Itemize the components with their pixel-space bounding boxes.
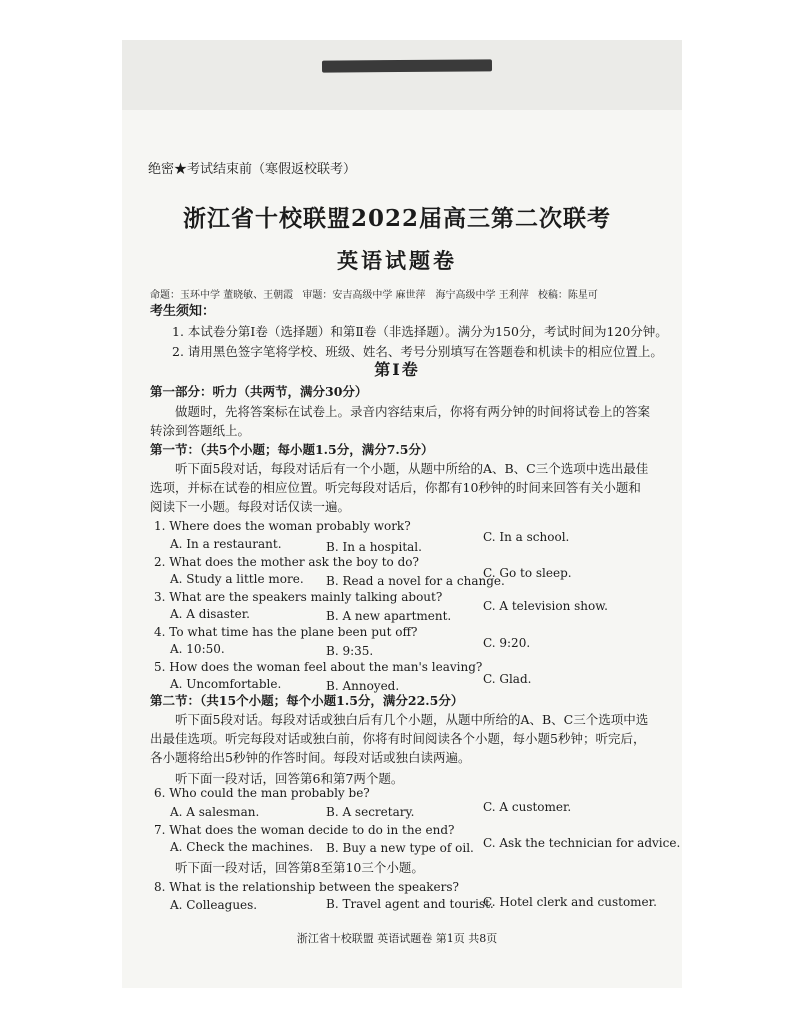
option-c: C. 9:20. bbox=[483, 636, 531, 650]
section2-instruction: 听下面5段对话。每段对话或独白后有几个小题，从题中所给的A、B、C三个选项中选出最佳选项。听完每段对话或独白前，你将有时间阅读各个小题，每小题5秒钟；听完后，各小题将给出5秒钟的作答时间。每段对话或独白读两遍。 bbox=[150, 712, 649, 765]
option-b: B. Travel agent and tourist. bbox=[326, 897, 494, 911]
credits-reviewers: 审题：安吉高级中学 麻世萍 海宁高级中学 王利萍 bbox=[302, 290, 529, 301]
credits-authors: 命题：玉环中学 董晓敏、王朝霞 bbox=[150, 290, 294, 301]
binder-clip bbox=[322, 59, 492, 72]
option-a: A. A salesman. bbox=[170, 805, 260, 819]
section2-lead: 听下面一段对话，回答第8至第10三个小题。 bbox=[175, 860, 424, 875]
option-a: A. 10:50. bbox=[170, 642, 225, 656]
question-stem: 8. What is the relationship between the speakers? bbox=[154, 880, 459, 894]
option-b: B. A secretary. bbox=[326, 805, 415, 819]
option-c: C. A customer. bbox=[483, 800, 572, 814]
option-c: C. In a school. bbox=[483, 530, 570, 544]
option-b: B. Annoyed. bbox=[326, 679, 400, 693]
option-c: C. Hotel clerk and customer. bbox=[483, 895, 657, 909]
question-stem: 1. Where does the woman probably work? bbox=[154, 519, 411, 533]
option-b: B. 9:35. bbox=[326, 644, 374, 658]
option-b: B. Read a novel for a change. bbox=[326, 574, 505, 588]
option-b: B. A new apartment. bbox=[326, 609, 452, 623]
notice-item: 1. 本试卷分第Ⅰ卷（选择题）和第Ⅱ卷（非选择题）。满分为150分，考试时间为120分钟。 bbox=[172, 324, 668, 339]
option-a: A. Study a little more. bbox=[170, 572, 304, 586]
credits-proofreader: 校稿：陈星可 bbox=[537, 290, 598, 301]
option-c: C. Glad. bbox=[483, 672, 532, 686]
question-stem: 7. What does the woman decide to do in the end? bbox=[154, 823, 455, 837]
notice-heading: 考生须知： bbox=[150, 304, 216, 319]
exam-title: 浙江省十校联盟2022届高三第二次联考 bbox=[182, 205, 611, 232]
section1-instruction: 听下面5段对话，每段对话后有一个小题，从题中所给的A、B、C三个选项中选出最佳选项，并标在试卷的相应位置。听完每段对话后，你都有10秒钟的时间来回答有关小题和阅读下一小题。每段对话仅读一遍。 bbox=[150, 461, 649, 514]
option-a: A. In a restaurant. bbox=[170, 537, 282, 551]
exam-subtitle: 英语试题卷 bbox=[337, 248, 457, 273]
part1-instruction: 做题时，先将答案标在试卷上。录音内容结束后，你将有两分钟的时间将试卷上的答案转涂到答题纸上。 bbox=[150, 404, 651, 438]
option-a: A. Colleagues. bbox=[170, 898, 258, 912]
question-stem: 6. Who could the man probably be? bbox=[154, 786, 370, 800]
option-a: A. A disaster. bbox=[170, 607, 250, 621]
question-stem: 4. To what time has the plane been put off? bbox=[154, 625, 418, 639]
credits-line bbox=[150, 286, 604, 301]
option-a: A. Check the machines. bbox=[170, 840, 314, 854]
option-b: B. In a hospital. bbox=[326, 540, 422, 554]
section2-lead: 听下面一段对话，回答第6和第7两个题。 bbox=[175, 771, 404, 786]
option-b: B. Buy a new type of oil. bbox=[326, 841, 474, 855]
page-footer: 浙江省十校联盟 英语试题卷 第1页 共8页 bbox=[296, 932, 498, 945]
question-stem: 3. What are the speakers mainly talking about? bbox=[154, 590, 443, 604]
section2-heading: 第二节：（共15个小题；每个小题1.5分，满分22.5分） bbox=[150, 693, 464, 708]
volume-heading: 第Ⅰ卷 bbox=[374, 360, 420, 379]
part1-heading: 第一部分：听力（共两节，满分30分） bbox=[150, 384, 368, 399]
option-c: C. Ask the technician for advice. bbox=[483, 836, 681, 850]
option-c: C. Go to sleep. bbox=[483, 566, 572, 580]
option-c: C. A television show. bbox=[483, 599, 608, 613]
paper-fold bbox=[122, 40, 682, 110]
notice-item: 2. 请用黑色签字笔将学校、班级、姓名、考号分别填写在答题卷和机读卡的相应位置上。 bbox=[172, 344, 663, 359]
confidential-label: 绝密★考试结束前（寒假返校联考） bbox=[148, 162, 357, 177]
option-a: A. Uncomfortable. bbox=[170, 677, 282, 691]
question-stem: 5. How does the woman feel about the man's leaving? bbox=[154, 660, 483, 674]
question-stem: 2. What does the mother ask the boy to do? bbox=[154, 555, 419, 569]
section1-heading: 第一节：（共5个小题；每小题1.5分，满分7.5分） bbox=[150, 442, 434, 457]
